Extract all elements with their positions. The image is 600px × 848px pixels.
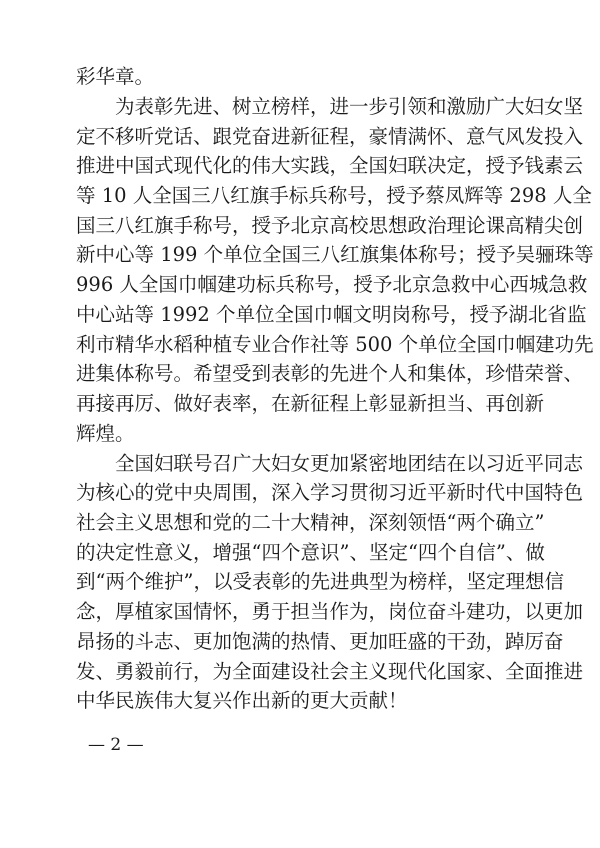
text-line: 念，厚植家国情怀，勇于担当作为，岗位奋斗建功，以更加 bbox=[76, 600, 584, 624]
text-line: 国三八红旗手称号，授予北京高校思想政治理论课高精尖创 bbox=[76, 213, 584, 237]
text-line: 社会主义思想和党的二十大精神，深刻领悟“两个确立” bbox=[76, 510, 545, 534]
text-line: 发、勇毅前行，为全面建设社会主义现代化国家、全面推进 bbox=[76, 659, 584, 683]
text-line: 为核心的党中央周围，深入学习贯彻习近平新时代中国特色 bbox=[76, 481, 584, 505]
text-line: 定不移听党话、跟党奋进新征程，豪情满怀、意气风发投入 bbox=[76, 124, 584, 148]
text-line: 的决定性意义，增强“四个意识”、坚定“四个自信”、做 bbox=[76, 540, 545, 564]
text-line: 再接再厉、做好表率，在新征程上彰显新担当、再创新 bbox=[76, 392, 545, 415]
text-line: 利市精华水稻种植专业合作社等 500 个单位全国巾帼建功先 bbox=[76, 332, 594, 356]
text-line: 辉煌。 bbox=[76, 421, 135, 445]
text-line: 等 10 人全国三八红旗手标兵称号，授予蔡凤辉等 298 人全 bbox=[76, 183, 592, 207]
text-line: 进集体称号。希望受到表彰的先进个人和集体，珍惜荣誉、 bbox=[76, 362, 584, 386]
page-number: — 2 — bbox=[88, 735, 144, 755]
text-line: 996 人全国巾帼建功标兵称号，授予北京急救中心西城急救 bbox=[76, 273, 588, 297]
text-line: 到“两个维护”，以受表彰的先进典型为榜样，坚定理想信 bbox=[76, 570, 564, 594]
text-line: 新中心等 199 个单位全国三八红旗集体称号；授予吴骊珠等 bbox=[76, 243, 594, 267]
text-line: 全国妇联号召广大妇女更加紧密地团结在以习近平同志 bbox=[76, 451, 584, 475]
text-line: 彩华章。 bbox=[76, 65, 155, 88]
text-line: 昂扬的斗志、更加饱满的热情、更加旺盛的干劲，踔厉奋 bbox=[76, 629, 564, 653]
text-line: 中心站等 1992 个单位全国巾帼文明岗称号，授予湖北省监 bbox=[76, 302, 587, 326]
text-line: 中华民族伟大复兴作出新的更大贡献！ bbox=[76, 689, 408, 713]
text-line: 为表彰先进、树立榜样，进一步引领和激励广大妇女坚 bbox=[76, 94, 584, 118]
text-line: 推进中国式现代化的伟大实践，全国妇联决定，授予钱素云 bbox=[76, 154, 584, 178]
